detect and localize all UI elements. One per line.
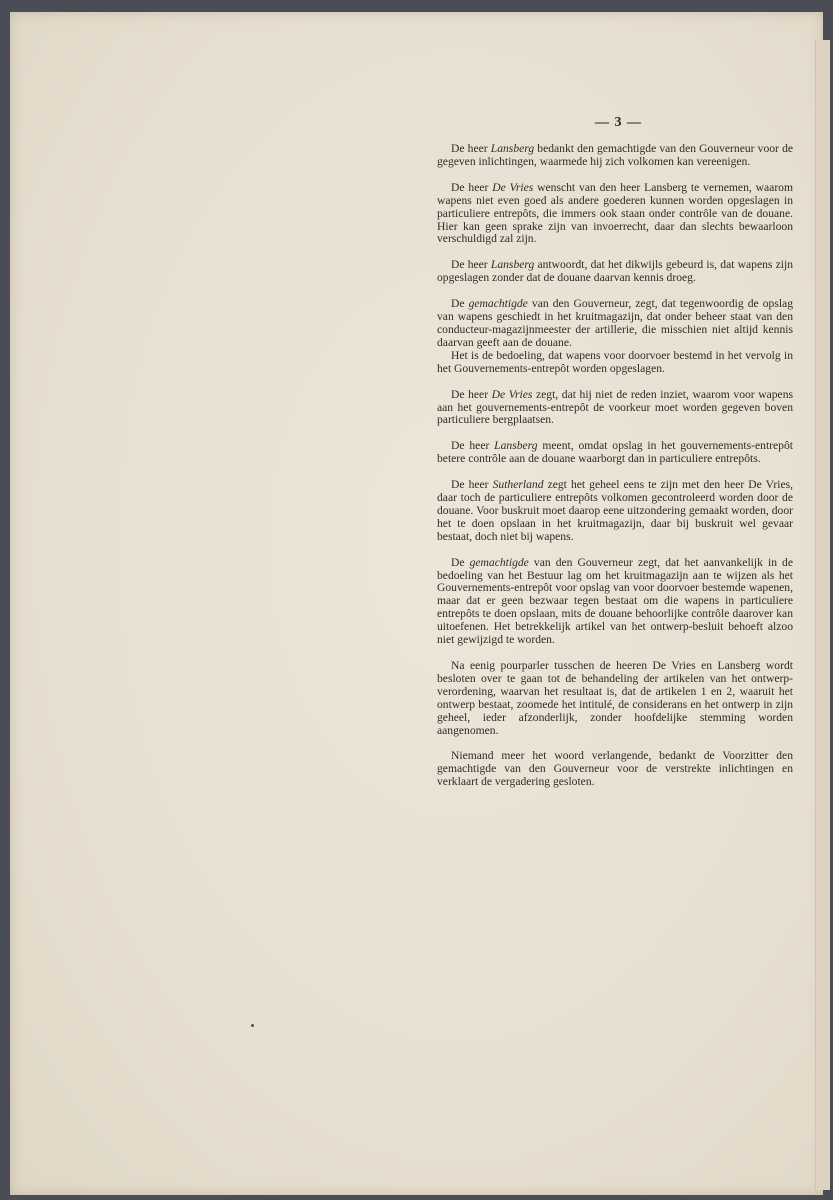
speaker-name: De Vries [492,180,534,194]
paragraph: De heer De Vries wenscht van den heer Lansberg te vernemen, waarom wapens niet even goed als andere goederen kunnen worden opgeslagen in particuliere entrepôts, die immers ook staan onder contrôle van de douane. Hier kan geen sprake zijn van invoerrecht, daar dan slechts bewaarloon verschuldigd zal zijn. [437,180,793,246]
paper-speck [251,1024,254,1027]
document-page [10,12,823,1195]
speaker-name: Lansberg [494,439,538,453]
paragraph: Het is de bedoeling, dat wapens voor doorvoer bestemd in het vervolg in het Gouvernements-entrepôt worden opgeslagen. [437,348,793,375]
paragraph: Niemand meer het woord verlangende, bedankt de Voorzitter den gemachtigde van den Gouverneur voor de verstrekte inlichtingen en verklaart de vergadering gesloten. [437,749,793,789]
speaker-name: gemachtigde [468,297,528,311]
speaker-name: Sutherland [492,478,544,492]
paragraph: De heer De Vries zegt, dat hij niet de reden inziet, waarom voor wapens aan het gouvernements-entrepôt de voorkeur moet worden gegeven boven particuliere bergplaatsen. [437,387,794,427]
paragraph: Na eenig pourparler tusschen de heeren De Vries en Lansberg wordt besloten over te gaan tot de behandeling der artikelen van het ontwerp-verordening, waarvan het resultaat is, dat de artikelen 1 en 2, waaruit het ontwerp bestaat, zoomede het intitulé, de considerans en het ontwerp in zijn geheel, ieder afzonderlijk, zonder hoofdelijke stemming worden aangenomen. [437,659,793,737]
page-number: — 3 — [595,115,642,130]
speaker-name: gemachtigde [469,555,529,569]
body-text [437,143,793,802]
paragraph: De heer Lansberg antwoordt, dat het dikwijls gebeurd is, dat wapens zijn opgeslagen zonder dat de douane daarvan kennis droeg. [437,258,794,285]
speaker-name: De Vries [491,387,533,401]
paragraph: De heer Sutherland zegt het geheel eens te zijn met den heer De Vries, daar toch de particuliere entrepôts volkomen gecontroleerd worden door de douane. Voor buskruit moet daarop eene uitzondering gemaakt worden, door het te doen opslaan in het kruitmagazijn, daar bij buskruit wel gevaar bestaat, doch niet bij wapens. [437,478,793,543]
page-edge [815,40,830,1190]
paragraph: De gemachtigde van den Gouverneur, zegt, dat tegenwoordig de opslag van wapens geschiedt in het kruitmagazijn, dat onder beheer staat van den conducteur-magazijnmeester der artillerie, die misschien niet altijd kennis daarvan geeft aan de douane. [437,297,793,349]
speaker-name: Lansberg [490,142,535,155]
speaker-name: Lansberg [490,258,535,272]
paragraph: De heer Lansberg meent, omdat opslag in het gouvernements-entrepôt betere contrôle aan de douane waarborgt dan in particuliere entrepôts. [437,439,793,466]
paragraph: De gemachtigde van den Gouverneur zegt, dat het aanvankelijk in de bedoeling van het Bestuur lag om het kruitmagazijn aan te wijzen als het Gouvernements-entrepôt voor opslag van voor doorvoer bestemde wapenen, maar dat er geen bezwaar tegen bestaat om die wapens in particuliere entrepôts te doen opslaan, mits de douane behoorlijke contrôle daarover kan uitoefenen. Het betrekkelijk artikel van het ontwerp-besluit behoeft alzoo niet gewijzigd te worden. [437,555,793,647]
paragraph: De heer Lansberg bedankt den gemachtigde van den Gouverneur voor de gegeven inlichtingen, waarmede hij zich volkomen kan vereenigen. [437,142,794,168]
